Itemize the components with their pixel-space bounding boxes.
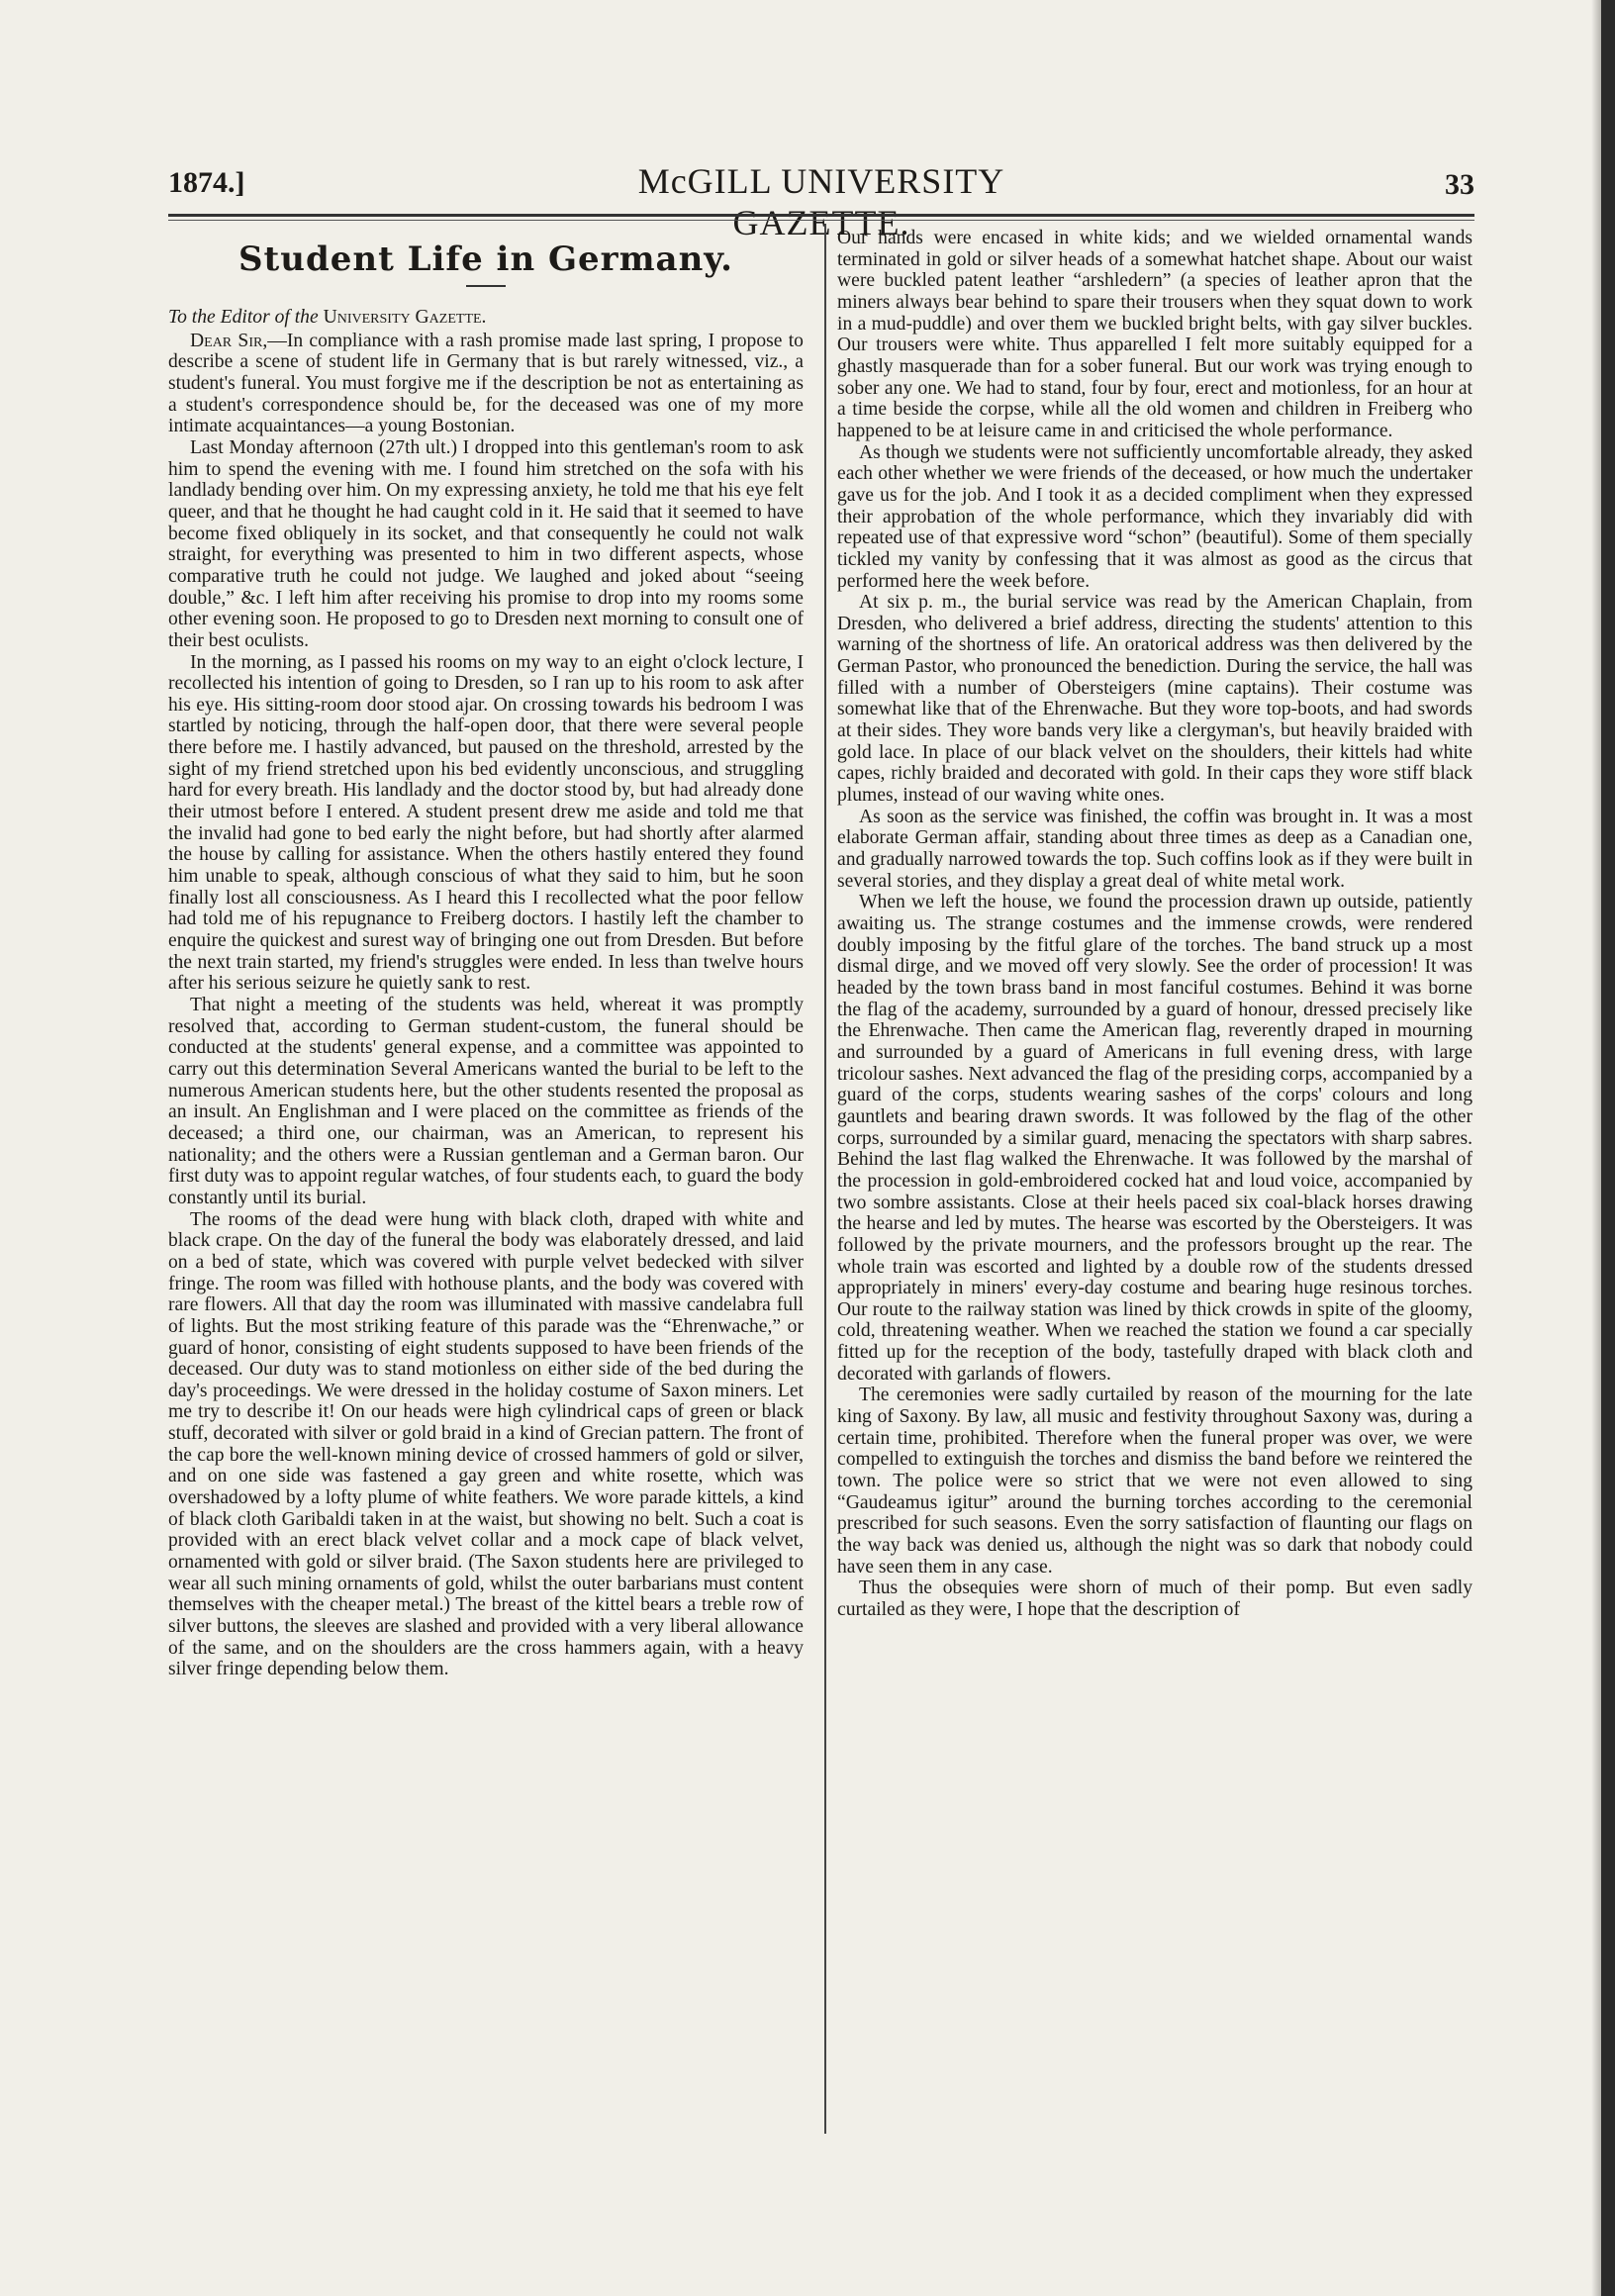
article-paragraph: Thus the obsequies were shorn of much of their pomp. But even sadly curtailed as they were, I hope that the description of: [837, 1578, 1472, 1620]
article-paragraph: As soon as the service was finished, the coffin was brought in. It was a most elaborate German affair, standing about three times as deep as a Canadian one, and gradually narrowed towards the top. Such coffins look as if they were built in several stories, and they display a great deal of white metal work.: [837, 806, 1472, 892]
page-number: 33: [1445, 168, 1474, 201]
paragraph-text: —In compliance with a rash promise made last spring, I propose to describe a scene of student life in Germany that is but rarely witnessed, viz., a student's funeral. You must forgive me if the description be not as entertaining as a student's correspondence should be, for the deceased was one of my more intimate acquaintances—a young Bostonian.: [168, 330, 804, 437]
article-paragraph: That night a meeting of the students was held, whereat it was promptly resolved that, according to German student-custom, the funeral should be conducted at the students' general expense, and a committee was appointed to carry out this determination Several Americans wanted the burial to be left to the numerous American students here, but the other students resented the proposal as an insult. An Englishman and I were placed on the committee as friends of the deceased; a third one, our chairman, was an American, to represent his nationality; and the others were a Russian gentleman and a German baron. Our first duty was to appoint regular watches, of four students each, to guard the body constantly until its burial.: [168, 995, 804, 1208]
article-paragraph: As though we students were not sufficiently uncomfortable already, they asked each other whether we were friends of the deceased, or how much the undertaker gave us for the job. And I took it as a decided compliment when they expressed their approbation of the whole performance, which they invariably did with repeated use of that expressive word “schon” (beautiful). Some of them specially tickled my vanity by confessing that it was almost as good as the circus that performed here the week before.: [837, 441, 1472, 592]
header-rule-thin: [168, 220, 1474, 221]
opening-word: Dear Sir,: [190, 330, 268, 351]
issue-date: 1874.]: [168, 166, 245, 199]
scan-edge: [1601, 0, 1615, 2296]
article-paragraph: At six p. m., the burial service was read by the American Chaplain, from Dresden, who delivered a brief address, directing the students' attention to this warning of the shortness of life. An oratorical address was then delivered by the German Pastor, who pronounced the benediction. During the service, the hall was filled with a number of Obersteigers (mine captains). Their costume was somewhat like that of the Ehrenwache. But they wore top-boots, and had swords at their sides. They wore bands very like a clergyman's, but heavily braided with gold lace. In place of our black velvet on the shoulders, their kittels had white capes, richly braided and decorated with gold. In their caps they wore stiff black plumes, instead of our waving white ones.: [837, 592, 1472, 807]
article-paragraph: Last Monday afternoon (27th ult.) I dropped into this gentleman's room to ask him to spend the evening with me. I found him stretched on the sofa with his landlady bending over him. On my expressing anxiety, he told me that his eye felt queer, and that he thought he had caught cold in it. He said that it seemed to have become fixed obliquely in its socket, and that consequently he could not walk straight, for everything was presented to him in two different aspects, whose comparative truth he could not judge. We laughed and joked about “seeing double,” &c. I left him after receiving his promise to drop into my rooms some other evening soon. He proposed to go to Dresden next morning to consult one of their best oculists.: [168, 436, 804, 651]
title-rule: [466, 285, 506, 287]
article-paragraph: Our hands were encased in white kids; and we wielded ornamental wands terminated in gold or silver heads of a somewhat hatchet shape. About our waist were buckled patent leather “arshledern” (a species of leather apron that the miners always bear behind to spare their trousers when they squat down to work in a mud-puddle) and over them we buckled bright belts, with gay silver buckles. Our trousers were white. Thus apparelled I felt more suitably equipped for a ghastly masquerade than for a sober funeral. But our work was trying enough to sober any one. We had to stand, four by four, erect and motionless, for an hour at a time beside the corpse, while all the old women and children in Freiberg who happened to be at leisure came in and criticised the whole performance.: [837, 228, 1472, 441]
page-header: [168, 158, 1474, 242]
left-paragraphs: [168, 331, 804, 1680]
right-column: [837, 228, 1472, 1621]
right-paragraphs: [837, 228, 1472, 1621]
article-paragraph: In the morning, as I passed his rooms on my way to an eight o'clock lecture, I recollected his intention of going to Dresden, so I ran up to his room to ask after his eye. His sitting-room door stood ajar. On crossing towards his bedroom I was startled by noticing, through the half-open door, that there were several people there before me. I hastily advanced, but paused on the threshold, arrested by the sight of my friend stretched upon his bed evidently unconscious, and struggling hard for every breath. His landlady and the doctor stood by, but had already done their utmost before I entered. A student present drew me aside and told me that the invalid had gone to bed early the night before, but had shortly after alarmed the house by calling for assistance. When the others hastily entered they found him unable to speak, although conscious of what they said to him, but he soon finally lost all consciousness. As I heard this I recollected what the poor fellow had told me of his repugnance to Freiberg doctors. I hastily left the chamber to enquire the quickest and surest way of bringing one out from Dresden. But before the next train started, my friend's struggles were ended. In less than twelve hours after his serious seizure he quietly sank to rest.: [168, 651, 804, 995]
article-paragraph: The ceremonies were sadly curtailed by reason of the mourning for the late king of Saxony. By law, all music and festivity throughout Saxony was, during a certain time, prohibited. Therefore when the funeral proper was over, we were compelled to extinguish the torches and dismiss the band before we reintered the town. The police were so strict that we were not even allowed to sing “Gaudeamus igitur” around the burning torches according to the ceremonial prescribed for such seasons. Even the sorry satisfaction of flaunting our flags on the way back was denied us, although the night was so dark that nobody could have seen them in any case.: [837, 1385, 1472, 1578]
salutation: [168, 307, 804, 329]
left-column: [168, 228, 804, 1680]
salutation-prefix: To the Editor of the: [168, 307, 319, 328]
header-rule: [168, 214, 1474, 217]
salutation-name: University Gazette.: [323, 307, 487, 328]
column-divider: [824, 224, 826, 2134]
article-paragraph: When we left the house, we found the procession drawn up outside, patiently awaiting us. The strange costumes and the immense crowds, were rendered doubly imposing by the fitful glare of the torches. The band struck up a most dismal dirge, and we moved off very slowly. See the order of procession! It was headed by the town brass band in most fanciful costumes. Behind it was borne the flag of the academy, surrounded by a guard of honour, dressed precisely like the Ehrenwache. Then came the American flag, reverently draped in mourning and surrounded by a guard of Americans in full evening dress, with large tricolour sashes. Next advanced the flag of the presiding corps, accompanied by a guard of the corps, students wearing sashes of the corps' colours and long gauntlets and bearing drawn swords. It was followed by the flag of the other corps, surrounded by a similar guard, menacing the spectators with sharp sabres. Behind the last flag walked the Ehrenwache. It was followed by the marshal of the procession in gold-embroidered cocked hat and loud voice, accompanied by two sombre assistants. Close at their heels paced six coal-black horses drawing the hearse and led by mutes. The hearse was escorted by the Obersteigers. It was followed by the private mourners, and the professors brought up the rear. The whole train was escorted and lighted by a double row of the students dressed appropriately in miners' every-day costume and bearing huge resinous torches. Our route to the railway station was lined by thick crowds in spite of the gloomy, cold, threatening weather. When we reached the station we found a car specially fitted up for the reception of the body, tastefully draped with black cloth and decorated with garlands of flowers.: [837, 892, 1472, 1385]
publication-title: McGILL UNIVERSITY GAZETTE.: [637, 161, 1005, 242]
article-title: Student Life in Germany.: [238, 239, 734, 279]
page-edge-shadow: [1591, 0, 1601, 2296]
article-paragraph: [168, 331, 804, 437]
article-paragraph: The rooms of the dead were hung with black cloth, draped with white and black crape. On the day of the funeral the body was elaborately dressed, and laid on a bed of state, which was covered with purple velvet bedecked with silver fringe. The room was filled with hothouse plants, and the body was covered with rare flowers. All that day the room was illuminated with massive candelabra full of lights. But the most striking feature of this parade was the “Ehrenwache,” or guard of honor, consisting of eight students supposed to have been friends of the deceased. Our duty was to stand motionless on either side of the bed during the day's proceedings. We were dressed in the holiday costume of Saxon miners. Let me try to describe it! On our heads were high cylindrical caps of green or black stuff, decorated with silver or gold braid in a kind of Grecian pattern. The front of the cap bore the well-known mining device of crossed hammers of gold or silver, and on one side was fastened a gay green and white rosette, which was overshadowed by a lofty plume of white feathers. We wore parade kittels, a kind of black cloth Garibaldi taken in at the waist, but showing no belt. Such a coat is provided with an erect black velvet collar and a mock cape of black velvet, ornamented with gold or silver braid. (The Saxon students here are privileged to wear all such mining ornaments of gold, whilst the outer barbarians must content themselves with the cheaper metal.) The breast of the kittel bears a treble row of silver buttons, the sleeves are slashed and provided with a very liberal allowance of the same, and on the shoulders are the cross hammers again, with a heavy silver fringe depending below them.: [168, 1208, 804, 1680]
